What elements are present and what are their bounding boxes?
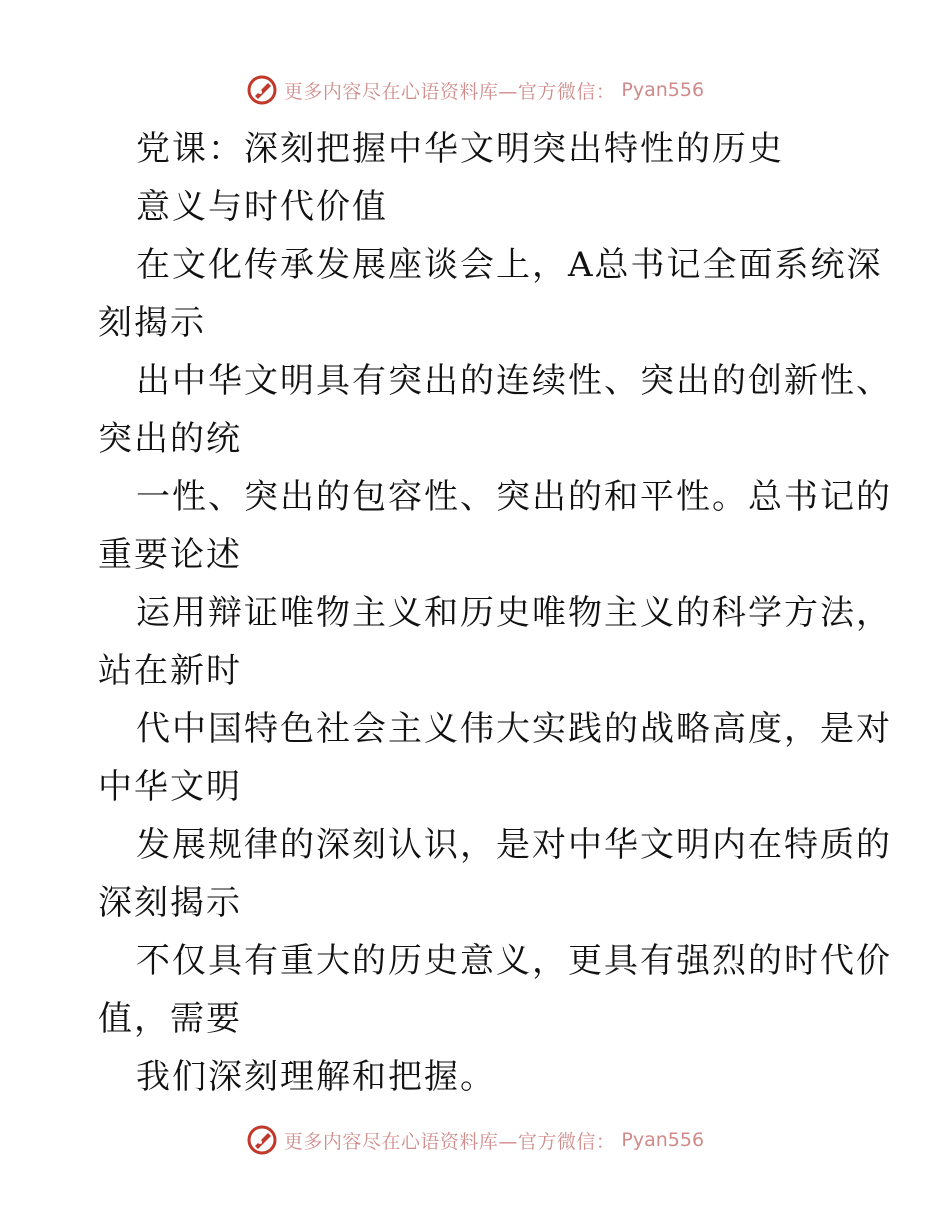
- paragraph-line: 出中华文明具有突出的连续性、突出的创新性、: [136, 361, 892, 401]
- header-banner: [0, 70, 950, 110]
- document-title-line-1: 党课：深刻把握中华文明突出特性的历史: [136, 129, 784, 169]
- paragraph-line: 代中国特色社会主义伟大实践的战略高度，是对: [136, 709, 892, 749]
- paragraph-line: 我们深刻理解和把握。: [136, 1057, 496, 1097]
- paragraph-line: 值，需要: [98, 999, 242, 1039]
- paragraph-line: 站在新时: [98, 651, 242, 691]
- paragraph-line: 运用辩证唯物主义和历史唯物主义的科学方法，: [136, 593, 892, 633]
- pen-logo-icon: [246, 1124, 278, 1156]
- paragraph-line: 重要论述: [98, 535, 242, 575]
- paragraph-line: 深刻揭示: [98, 883, 242, 923]
- paragraph-line: 发展规律的深刻认识，是对中华文明内在特质的: [136, 825, 892, 865]
- footer-banner-text: 更多内容尽在心语资料库—官方微信：: [283, 1130, 616, 1153]
- header-wechat-id: Pyan556: [621, 79, 705, 101]
- paragraph-line: 一性、突出的包容性、突出的和平性。总书记的: [136, 477, 892, 517]
- header-banner-text: 更多内容尽在心语资料库—官方微信：: [283, 80, 616, 103]
- pen-logo-icon: [246, 74, 278, 106]
- paragraph-line: 中华文明: [98, 767, 242, 807]
- paragraph-line: 突出的统: [98, 419, 242, 459]
- document-body: [98, 120, 892, 1106]
- paragraph-line: 在文化传承发展座谈会上，A总书记全面系统深: [136, 245, 883, 285]
- paragraph-line: 不仅具有重大的历史意义，更具有强烈的时代价: [136, 941, 892, 981]
- footer-wechat-id: Pyan556: [621, 1129, 705, 1151]
- document-title-line-2: 意义与时代价值: [136, 187, 388, 227]
- footer-banner: [0, 1120, 950, 1160]
- paragraph-line: 刻揭示: [98, 303, 206, 343]
